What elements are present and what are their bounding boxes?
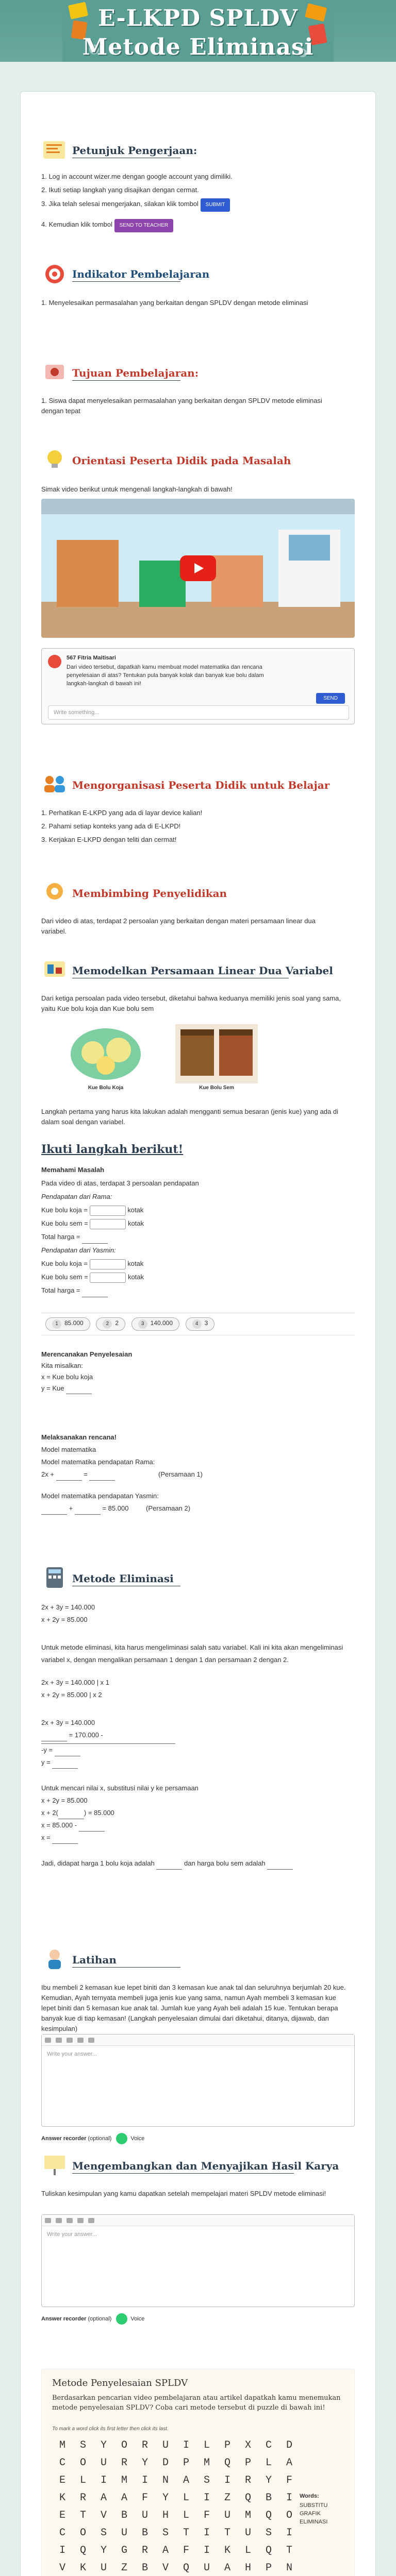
grid-cell[interactable]: F [286, 2474, 292, 2486]
play-button[interactable] [180, 555, 216, 581]
petunjuk-heading: Petunjuk Pengerjaan: [72, 144, 197, 157]
words-title: Words: [300, 2493, 319, 2499]
rama-total-input[interactable] [82, 1235, 108, 1244]
grid-cell[interactable]: F [141, 2492, 148, 2504]
indikator-heading: Indikator Pembelajaran [72, 268, 210, 280]
grid-cell[interactable]: P [244, 2456, 251, 2469]
grid-cell[interactable]: A [224, 2562, 230, 2574]
metode-step2: x + 2y = 85.000 | x 2 [41, 1691, 102, 1699]
grid-cell[interactable]: A [100, 2492, 107, 2504]
persoalan-yasmin: Pendapatan dari Yasmin: [41, 1246, 116, 1254]
subst-4: x = [41, 1832, 351, 1844]
grid-cell[interactable]: U [141, 2509, 148, 2521]
organize-item-1: 1. Perhatikan E-LKPD yang ada di layar device kalian! [41, 809, 203, 817]
step6-input[interactable] [52, 1760, 78, 1769]
grid-cell[interactable]: P [183, 2456, 189, 2469]
presentation-icon [41, 2153, 68, 2176]
word-3: ELIMINASI [300, 2519, 328, 2525]
grid-cell[interactable]: Q [79, 2544, 86, 2556]
grid-cell[interactable]: S [203, 2474, 210, 2486]
melaksanakan-heading: Melaksanakan rencana! [41, 1433, 117, 1441]
grid-cell[interactable]: I [141, 2474, 148, 2486]
grid-cell[interactable]: M [203, 2456, 210, 2469]
grid-cell[interactable]: S [162, 2527, 169, 2539]
lightbulb-icon [41, 447, 68, 471]
instruction-book-icon [41, 138, 68, 162]
words-list [300, 2501, 327, 2526]
grid-cell[interactable]: S [79, 2439, 86, 2451]
model-yasmin-label: Model matematika pendapatan Yasmin: [41, 1492, 159, 1500]
eq1-row: 2x + = (Persamaan 1) [41, 1468, 351, 1481]
grid-cell[interactable]: U [100, 2456, 107, 2469]
exercise-icon [41, 1946, 68, 1970]
membimbing-heading: Membimbing Penyelidikan [72, 887, 227, 900]
chat-message: Dari video tersebut, dapatkah kamu membuat model matematika dan rencana penyelesaian di atas? Tentukan pula banyak kolak dan banyak kue bolu dalam langkah-langkah di bawah ini! [67, 664, 264, 687]
grid-row [52, 2436, 300, 2454]
grid-cell[interactable]: L [183, 2509, 189, 2521]
grid-cell[interactable]: L [183, 2492, 189, 2504]
metode-step5: -y = [41, 1744, 351, 1756]
grid-row [52, 2506, 300, 2524]
price-sem-input[interactable] [267, 1861, 293, 1870]
orientasi-heading: Orientasi Peserta Didik pada Masalah [72, 454, 291, 467]
mengembangkan-text: Tuliskan kesimpulan yang kamu dapatkan setelah mempelajari materi SPLDV metode eliminasi! [41, 2190, 326, 2197]
grid-cell[interactable]: T [286, 2544, 292, 2556]
grid-cell[interactable]: Q [244, 2492, 251, 2504]
grid-cell[interactable]: U [224, 2509, 230, 2521]
step-1: 1. Log in account wizer.me dengan google account yang dimiliki. [41, 173, 233, 180]
diketahui-text: Pada video di atas, terdapat 3 persoalan pendapatan [41, 1179, 199, 1187]
grid-cell[interactable]: K [79, 2562, 86, 2574]
rama-sem-row: Kue bolu sem = kotak [41, 1217, 351, 1230]
kue-bolu-koja-image [67, 1024, 144, 1091]
grid-cell[interactable]: U [100, 2562, 107, 2574]
grid-cell[interactable]: L [79, 2474, 86, 2486]
grid-cell[interactable]: N [162, 2474, 169, 2486]
option-pill-1[interactable]: 1 85.000 [45, 1317, 90, 1331]
grid-cell[interactable]: Y [265, 2474, 272, 2486]
eq2-x-input[interactable] [41, 1506, 67, 1515]
grid-row [52, 2454, 300, 2471]
grid-cell[interactable]: H [244, 2562, 251, 2574]
kue-bolu-sem-image [175, 1024, 258, 1091]
grid-cell[interactable]: U [121, 2527, 127, 2539]
grid-cell[interactable]: I [183, 2439, 189, 2451]
grid-cell[interactable]: Y [141, 2456, 148, 2469]
puzzle-text: Berdasarkan pencarian video pembelajaran atau artikel dapatkah kamu menemukan metode penyelesaian SPLDV? Coba cari metode tersebut di puzzle di bawah ini! [52, 2394, 341, 2412]
mengorganisasi-heading: Mengorganisasi Peserta Didik untuk Belajar [72, 779, 330, 791]
grid-cell[interactable]: E [59, 2474, 65, 2486]
grid-cell[interactable]: Q [265, 2544, 272, 2556]
grid-row [52, 2559, 300, 2576]
grid-cell[interactable]: I [286, 2527, 292, 2539]
option-pill-4[interactable]: 4 3 [186, 1317, 215, 1331]
option-pill-3[interactable]: 3 140.000 [131, 1317, 179, 1331]
rama-total-row: Total harga = [41, 1230, 351, 1244]
organize-item-2: 2. Pahami setiap konteks yang ada di E-LKPD! [41, 822, 181, 830]
grid-cell[interactable]: N [286, 2562, 292, 2574]
grid-cell[interactable]: O [79, 2527, 86, 2539]
orientasi-intro: Simak video berikut untuk mengenali langkah-langkah di bawah! [41, 485, 233, 493]
option-pill-2[interactable]: 2 2 [96, 1317, 125, 1331]
yasmin-sem-input[interactable] [90, 1273, 126, 1283]
latihan-recorder: Answer recorder (optional) Voice [41, 2133, 144, 2144]
latihan-heading: Latihan [72, 1954, 117, 1966]
grid-cell[interactable]: Y [100, 2544, 107, 2556]
eq1-total-input[interactable] [89, 1472, 115, 1481]
yasmin-total-row: Total harga = [41, 1284, 351, 1297]
metode-heading: Metode Eliminasi [72, 1572, 174, 1585]
grid-cell[interactable]: Q [183, 2562, 189, 2574]
grid-cell[interactable]: Y [100, 2439, 107, 2451]
grid-cell[interactable]: U [162, 2439, 169, 2451]
grid-cell[interactable]: U [244, 2527, 251, 2539]
calculator-icon [41, 1565, 68, 1589]
mengembangkan-mic-button[interactable] [116, 2313, 127, 2325]
eq-b: x + 2y = 85.000 [41, 1616, 88, 1623]
grid-cell[interactable]: D [162, 2456, 169, 2469]
word-2: GRAFIK [300, 2511, 321, 2517]
submit-example-button: SUBMIT [201, 198, 230, 212]
grid-cell[interactable]: B [141, 2562, 148, 2574]
grid-cell[interactable]: I [100, 2474, 107, 2486]
grid-cell[interactable]: O [121, 2439, 127, 2451]
play-icon [180, 555, 216, 581]
team-icon [41, 772, 68, 795]
grid-cell[interactable]: A [121, 2492, 127, 2504]
grid-cell[interactable]: U [203, 2562, 210, 2574]
subst-1: x + 2y = 85.000 [41, 1797, 88, 1804]
grid-cell[interactable]: A [183, 2474, 189, 2486]
rama-koja-input[interactable] [90, 1206, 126, 1216]
grid-cell[interactable]: L [203, 2439, 210, 2451]
yasmin-total-input[interactable] [82, 1289, 108, 1297]
grid-cell[interactable]: I [203, 2492, 210, 2504]
grid-cell[interactable]: F [183, 2544, 189, 2556]
model-icon [41, 957, 68, 981]
grid-cell[interactable]: I [59, 2544, 65, 2556]
latihan-rule [72, 1967, 180, 1968]
send-example-button: SEND TO TEACHER [114, 219, 173, 232]
conclusion: Jadi, didapat harga 1 bolu koja adalah dan harga bolu sem adalah [41, 1857, 351, 1870]
mengembangkan-heading: Mengembangkan dan Menyajikan Hasil Karya [72, 2160, 339, 2172]
eq2-y-input[interactable] [75, 1506, 101, 1515]
step-3: 3. Jika telah selesai mengerjakan, silakan klik tombol SUBMIT [41, 198, 351, 212]
grid-cell[interactable]: M [121, 2474, 127, 2486]
memahami-heading: Memahami Masalah [41, 1166, 105, 1174]
grid-cell[interactable]: S [265, 2527, 272, 2539]
subst-sub-input[interactable] [79, 1823, 105, 1832]
metode-step1: 2x + 3y = 140.000 | x 1 [41, 1679, 110, 1686]
drag-options [41, 1313, 355, 1335]
grid-cell[interactable]: R [121, 2456, 127, 2469]
grid-cell[interactable]: A [286, 2456, 292, 2469]
grid-cell[interactable]: O [286, 2509, 292, 2521]
grid-cell[interactable]: I [203, 2527, 210, 2539]
step-4: 4. Kemudian klik tombol SEND TO TEACHER [41, 219, 351, 232]
kue-bolu-sem-caption: Kue Bolu Sem [199, 1085, 234, 1091]
metode-step6: y = [41, 1756, 351, 1769]
mengembangkan-toolbar [42, 2215, 354, 2226]
step-2: 2. Ikuti setiap langkah yang disajikan dengan cermat. [41, 186, 199, 194]
grid-cell[interactable]: P [224, 2439, 230, 2451]
grid-cell[interactable]: R [244, 2474, 251, 2486]
y-def: y = Kue [41, 1383, 132, 1394]
grid-cell[interactable]: V [100, 2509, 107, 2521]
grid-cell[interactable]: E [59, 2509, 65, 2521]
grid-cell[interactable]: C [265, 2439, 272, 2451]
banner-title-2: Metode Eliminasi [82, 34, 314, 60]
kita-misalkan: Kita misalkan: [41, 1362, 83, 1369]
grid-cell[interactable]: K [224, 2544, 230, 2556]
grid-row [52, 2489, 300, 2506]
grid-cell[interactable]: L [244, 2544, 251, 2556]
mengembangkan-answer-area[interactable] [41, 2214, 355, 2307]
merencanakan-heading: Merencanakan Penyelesaian [41, 1350, 133, 1358]
x-def: x = Kue bolu koja [41, 1373, 93, 1381]
puzzle-instruction: To mark a word click its first letter then click its last. [52, 2426, 169, 2432]
grid-cell[interactable]: B [141, 2527, 148, 2539]
grid-cell[interactable]: A [162, 2544, 169, 2556]
step4-input[interactable] [41, 1733, 67, 1741]
grid-cell[interactable]: V [162, 2562, 169, 2574]
indikator-rule [72, 281, 180, 282]
eq-a: 2x + 3y = 140.000 [41, 1603, 95, 1611]
yasmin-koja-row: Kue bolu koja = kotak [41, 1257, 351, 1270]
grid-cell[interactable]: S [100, 2527, 107, 2539]
puzzle-heading: Metode Penyelesaian SPLDV [52, 2378, 188, 2388]
kue-bolu-koja-caption: Kue Bolu Koja [88, 1085, 124, 1091]
grid-cell[interactable]: R [79, 2492, 86, 2504]
y-def-input[interactable] [66, 1386, 92, 1394]
grid-row [52, 2524, 300, 2541]
tujuan-heading: Tujuan Pembelajaran: [72, 367, 199, 379]
price-koja-input[interactable] [156, 1861, 182, 1870]
grid-cell[interactable]: T [183, 2527, 189, 2539]
eq1-y-input[interactable] [56, 1472, 82, 1481]
memodelkan-heading: Memodelkan Persamaan Linear Dua Variabel [72, 964, 333, 977]
grid-cell[interactable]: K [59, 2492, 65, 2504]
grid-cell[interactable]: Q [265, 2509, 272, 2521]
grid-cell[interactable]: H [162, 2509, 169, 2521]
grid-cell[interactable]: M [244, 2509, 251, 2521]
grid-cell[interactable]: B [121, 2509, 127, 2521]
chat-sender-name: 567 Fitria Maitisari [67, 655, 116, 661]
rama-sem-input[interactable] [90, 1219, 126, 1229]
teacher-avatar [48, 655, 61, 668]
indikator-text: 1. Menyelesaikan permasalahan yang berkaitan dengan SPLDV dengan metode eliminasi [41, 299, 308, 307]
rama-koja-row: Kue bolu koja = kotak [41, 1204, 351, 1217]
chat-box [41, 648, 355, 724]
tujuan-text: 1. Siswa dapat menyelesaikan permasalahan yang berkaitan dengan SPLDV metode eliminasi dengan tepat [41, 397, 322, 415]
metode-step4: = 170.000 - [41, 1729, 351, 1741]
latihan-answer-area[interactable] [41, 2034, 355, 2127]
puzzle-card [41, 2369, 355, 2576]
subst-2: x + 2( ) = 85.000 [41, 1807, 351, 1819]
grid-cell[interactable]: C [59, 2456, 65, 2469]
subst-y-input[interactable] [58, 1811, 84, 1819]
grid-cell[interactable]: R [141, 2544, 148, 2556]
yasmin-sem-row: Kue bolu sem = kotak [41, 1270, 351, 1284]
grid-cell[interactable]: Z [121, 2562, 127, 2574]
grid-cell[interactable]: M [59, 2439, 65, 2451]
grid-cell[interactable]: I [203, 2544, 210, 2556]
mengembangkan-recorder: Answer recorder (optional) Voice [41, 2313, 144, 2325]
step5-input[interactable] [55, 1748, 80, 1756]
grid-cell[interactable]: T [79, 2509, 86, 2521]
banner-title-1: E-LKPD SPLDV [98, 5, 298, 31]
grid-row [52, 2471, 300, 2489]
latihan-mic-button[interactable] [116, 2133, 127, 2144]
grid-cell[interactable]: C [59, 2527, 65, 2539]
grid-row [52, 2541, 300, 2559]
grid-cell[interactable]: Z [224, 2492, 230, 2504]
grid-cell[interactable]: F [203, 2509, 210, 2521]
target-icon [41, 262, 68, 285]
latihan-question: Ibu membeli 2 kemasan kue lepet biniti dan 3 kemasan kue anak tal dan seluruhnya berjumlah 20 kue. Kemudian, Ayah ternyata membeli juga jenis kue yang sama, namun Ayah membeli 3 kemasan kue lepet biniti dan 5 kemasan kue anak tal. Jumlah kue yang Ayah beli adalah 15 kue. Tentukan berapa banyak kue di tiap kemasan! (Langkah penyelesaian dimulai dari diketahui, ditanya, dijawab, dan kesimpulan) [41, 1984, 346, 2032]
model-rama-label: Model matematika pendapatan Rama: [41, 1458, 155, 1466]
subst-x-input[interactable] [52, 1836, 78, 1844]
latihan-placeholder: Write your answer... [47, 2051, 97, 2057]
grid-cell[interactable]: L [265, 2456, 272, 2469]
word-search-grid[interactable] [52, 2436, 300, 2576]
grid-cell[interactable]: D [286, 2439, 292, 2451]
chat-input[interactable]: Write something... [48, 705, 349, 720]
memodelkan-text-2: Langkah pertama yang harus kita lakukan adalah mengganti semua besaran (jenis kue) yang ada di dalam soal dengan variabel. [41, 1108, 338, 1126]
yasmin-koja-input[interactable] [90, 1259, 126, 1269]
ikuti-heading: Ikuti langkah berikut! [41, 1143, 184, 1156]
grid-cell[interactable]: Y [162, 2492, 169, 2504]
persoalan-rama: Pendapatan dari Rama: [41, 1193, 112, 1200]
grid-cell[interactable]: V [59, 2562, 65, 2574]
grid-cell[interactable]: R [141, 2439, 148, 2451]
tujuan-rule [72, 380, 180, 381]
video-player[interactable] [41, 499, 355, 638]
grid-cell[interactable]: P [265, 2562, 272, 2574]
grid-cell[interactable]: I [224, 2474, 230, 2486]
guide-icon [41, 880, 68, 904]
mengembangkan-rule [72, 2173, 294, 2174]
grid-cell[interactable]: Q [224, 2456, 230, 2469]
grid-cell[interactable]: I [286, 2492, 292, 2504]
subst-3: x = 85.000 - [41, 1819, 351, 1832]
grid-cell[interactable]: X [244, 2439, 251, 2451]
chat-send-button[interactable]: SEND [316, 693, 345, 704]
grid-cell[interactable]: O [79, 2456, 86, 2469]
latihan-toolbar [42, 2035, 354, 2046]
membimbing-text: Dari video di atas, terdapat 2 persoalan yang berkaitan dengan materi persamaan linear dua variabel. [41, 917, 316, 935]
model-label: Model matematika [41, 1446, 96, 1453]
eq2-row: + = 85.000 (Persamaan 2) [41, 1502, 351, 1515]
subst-text: Untuk mencari nilai x, substitusi nilai y ke persamaan [41, 1784, 199, 1792]
word-1: SUBSTITU [300, 2502, 328, 2509]
grid-cell[interactable]: B [265, 2492, 272, 2504]
worksheet [21, 92, 375, 2576]
grid-cell[interactable]: T [224, 2527, 230, 2539]
organize-item-3: 3. Kerjakan E-LKPD dengan teliti dan cermat! [41, 836, 177, 843]
mengembangkan-placeholder: Write your answer... [47, 2231, 97, 2238]
goal-icon [41, 360, 68, 383]
metode-step3: 2x + 3y = 140.000 [41, 1719, 95, 1726]
banner [0, 0, 396, 90]
metode-explanation: Untuk metode eliminasi, kita harus mengeliminasi salah satu variabel. Kali ini kita akan mengeliminasi variabel x, dengan mengalikan persamaan 1 dengan 1 dan persamaan 2 dengan 2. [41, 1643, 343, 1664]
memodelkan-text: Dari ketiga persoalan pada video tersebut, diketahui bahwa keduanya memiliki jenis soal yang sama, yaitu Kue bolu koja dan Kue bolu sem [41, 994, 341, 1012]
grid-cell[interactable]: G [121, 2544, 127, 2556]
